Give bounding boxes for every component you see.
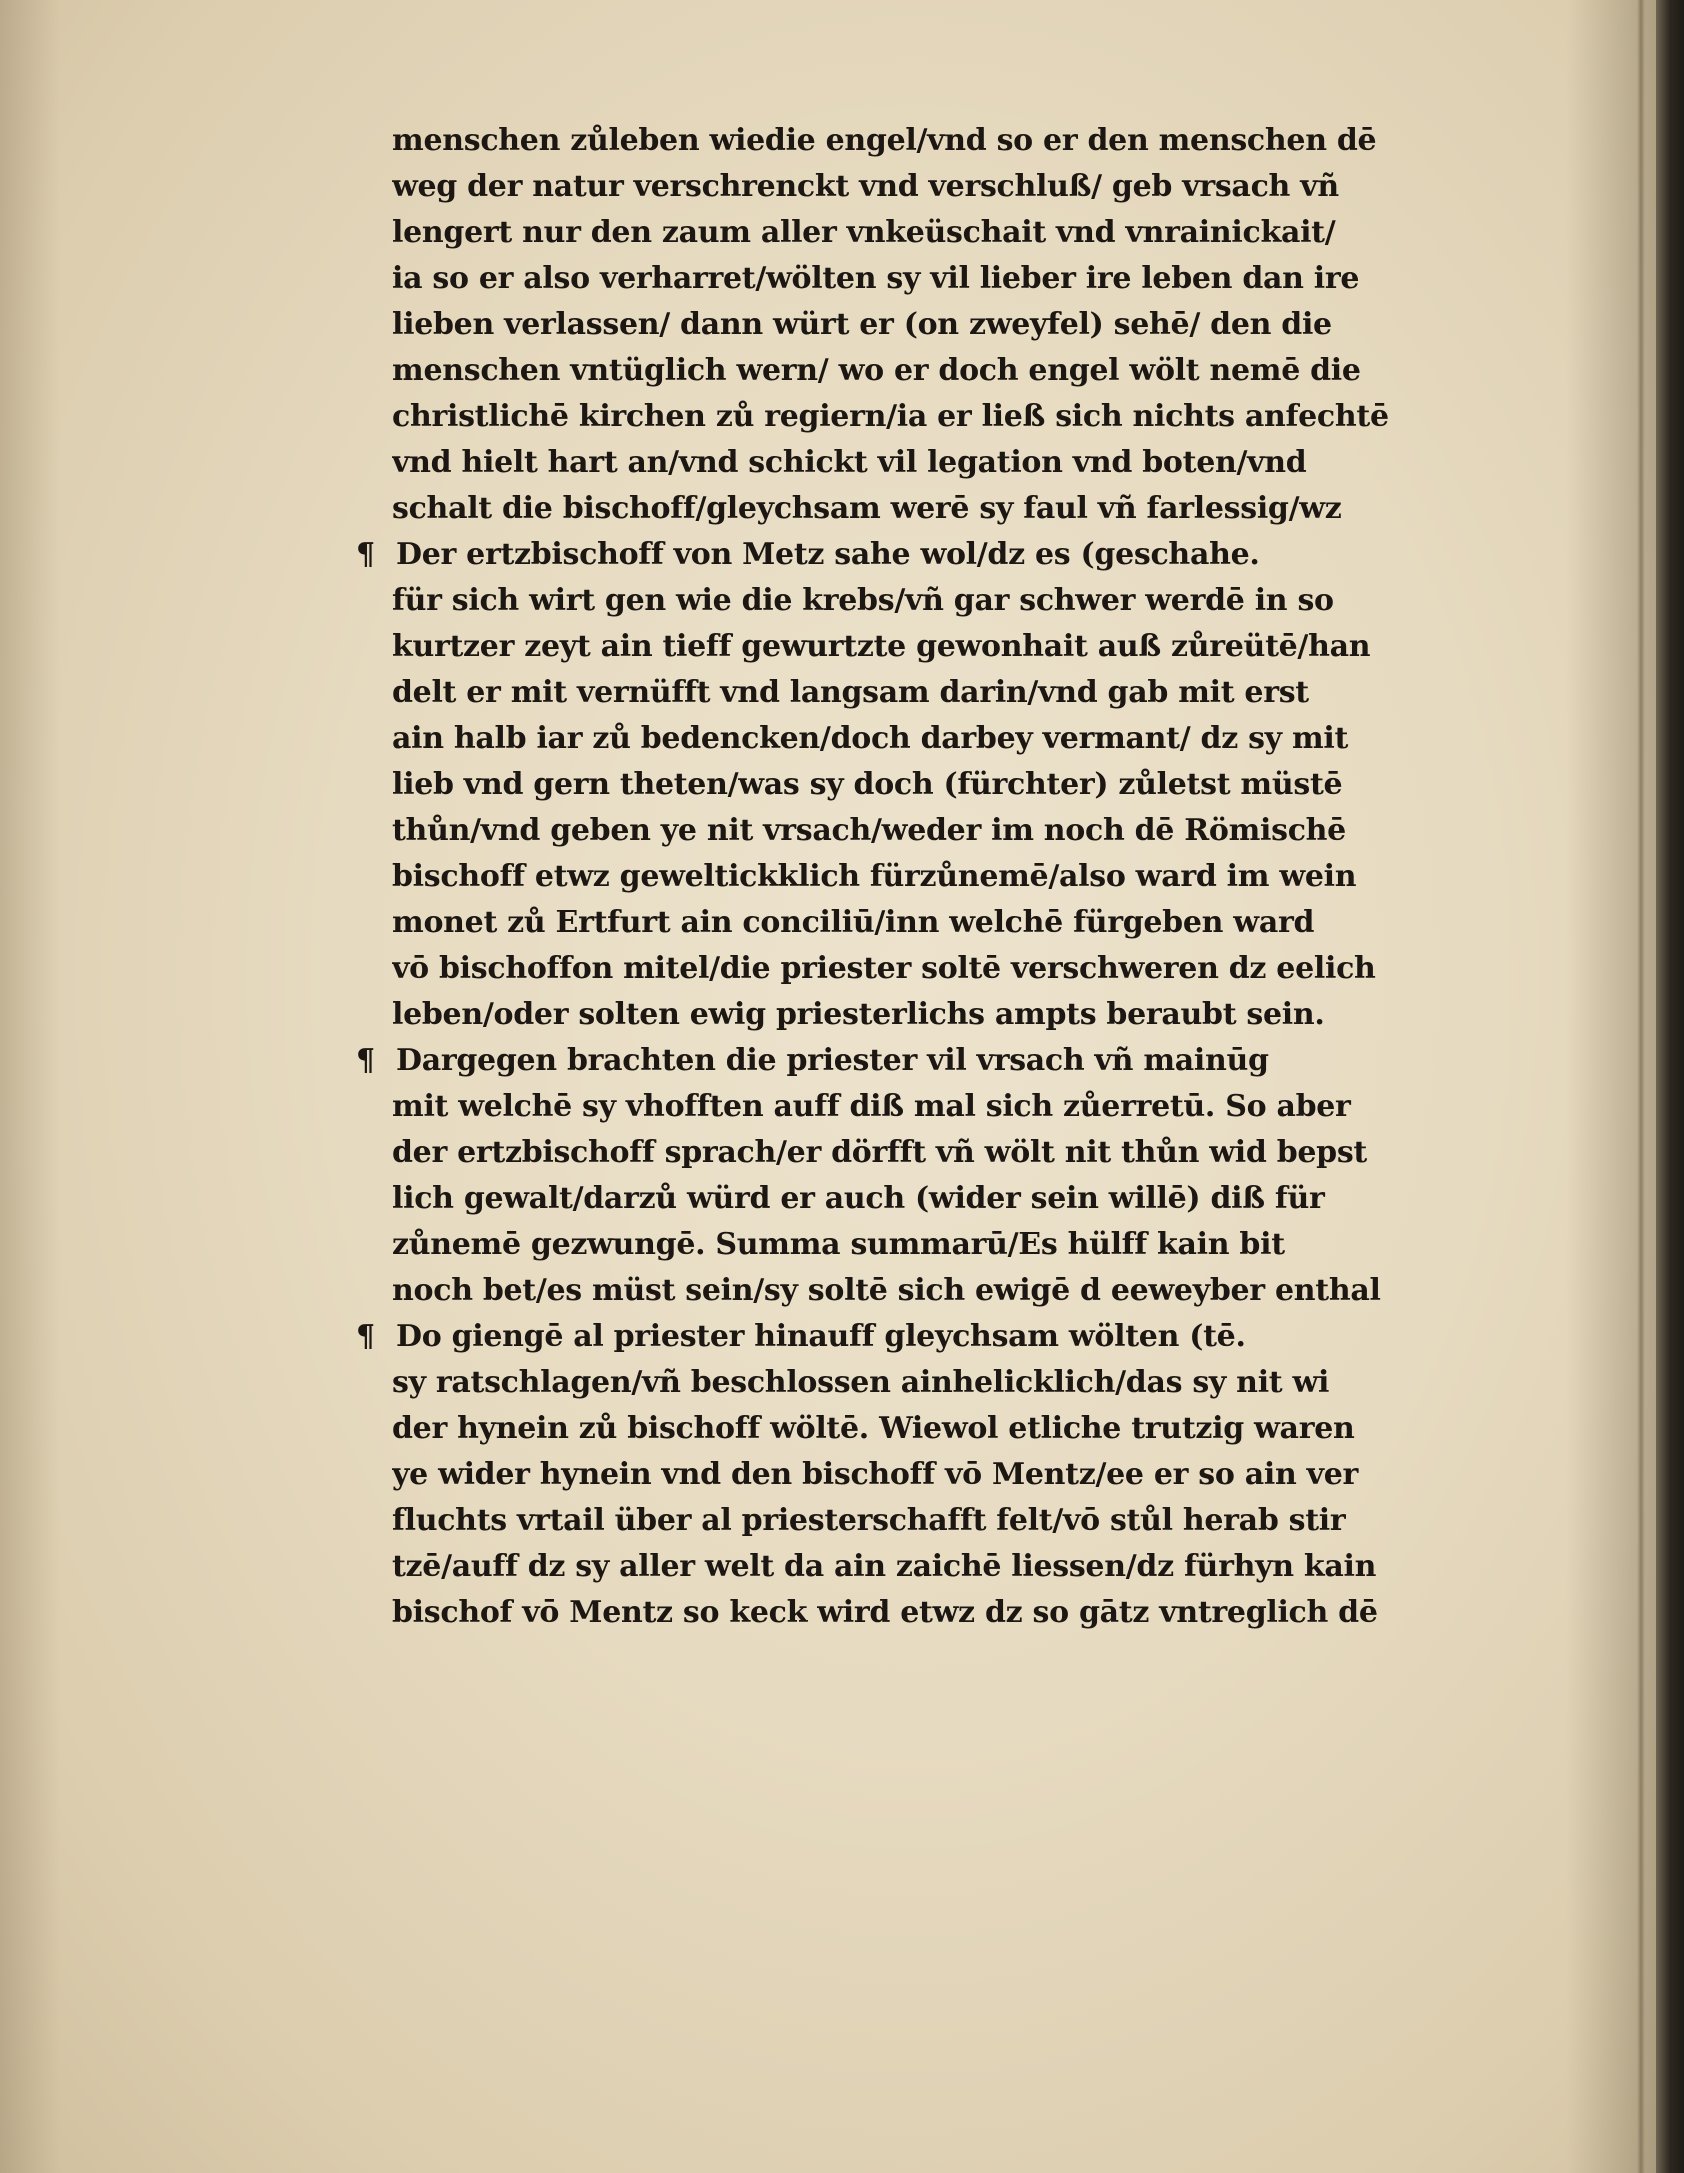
text-line: vnd hielt hart an/vnd schickt vil legation vnd boten/vnd <box>392 445 1307 480</box>
paragraph-mark: ¶ <box>356 1043 375 1078</box>
text-line: sy ratschlagen/vñ beschlossen ainhelicklich/das sy nit wi <box>392 1365 1330 1400</box>
paragraph-line <box>356 1314 1508 1360</box>
text-line: lengert nur den zaum aller vnkeüschait vnd vnrainickait/ <box>392 215 1336 250</box>
text-line: menschen zůleben wiedie engel/vnd so er den menschen dē <box>392 123 1377 158</box>
text-line: kurtzer zeyt ain tieff gewurtzte gewonhait auß zůreütē/han <box>392 629 1371 664</box>
paragraph-text: Dargegen brachten die priester vil vrsach vñ mainūg <box>396 1043 1269 1078</box>
text-line: weg der natur verschrenckt vnd verschluß/ geb vrsach vñ <box>392 169 1339 204</box>
text-line: delt er mit vernüfft vnd langsam darin/vnd gab mit erst <box>392 675 1309 710</box>
text-line: christlichē kirchen zů regiern/ia er ließ sich nichts anfechtē <box>392 399 1389 434</box>
paragraph-mark: ¶ <box>356 537 375 572</box>
text-line: fluchts vrtail über al priesterschafft felt/vō stůl herab stir <box>392 1503 1346 1538</box>
text-line: ia so er also verharret/wölten sy vil lieber ire leben dan ire <box>392 261 1360 296</box>
text-line: leben/oder solten ewig priesterlichs ampts beraubt sein. <box>392 997 1325 1032</box>
text-line: thůn/vnd geben ye nit vrsach/weder im noch dē Römischē <box>392 813 1346 848</box>
paragraph-mark: ¶ <box>356 1319 375 1354</box>
text-line: schalt die bischoff/gleychsam werē sy faul vñ farlessig/wz <box>392 491 1342 526</box>
text-line: tzē/auff dz sy aller welt da ain zaichē liessen/dz fürhyn kain <box>392 1549 1377 1584</box>
text-line: zůnemē gezwungē. Summa summarū/Es hülff kain bit <box>392 1227 1285 1262</box>
paragraph-text: Do giengē al priester hinauff gleychsam wölten (tē. <box>396 1319 1246 1354</box>
page-fold-shadow <box>1637 0 1645 2173</box>
text-line: menschen vntüglich wern/ wo er doch engel wölt nemē die <box>392 353 1361 388</box>
text-line: bischof vō Mentz so keck wird etwz dz so gātz vntreglich dē <box>392 1595 1378 1630</box>
book-spine-edge <box>1656 0 1684 2173</box>
text-line: der ertzbischoff sprach/er dörfft vñ wölt nit thůn wid bepst <box>392 1135 1367 1170</box>
paragraph-text: Der ertzbischoff von Metz sahe wol/dz es (geschahe. <box>396 537 1260 572</box>
paragraph-line <box>356 1038 1508 1084</box>
blackletter-text-block <box>356 118 1508 1636</box>
text-line: ye wider hynein vnd den bischoff vō Mentz/ee er so ain ver <box>392 1457 1359 1492</box>
text-line: monet zů Ertfurt ain conciliū/inn welchē fürgeben ward <box>392 905 1315 940</box>
text-line: bischoff etwz geweltickklich fürzůnemē/also ward im wein <box>392 859 1357 894</box>
text-line: noch bet/es müst sein/sy soltē sich ewigē d eeweyber enthal <box>392 1273 1381 1308</box>
text-line: ain halb iar zů bedencken/doch darbey vermant/ dz sy mit <box>392 721 1349 756</box>
text-line: vō bischoffon mitel/die priester soltē verschweren dz eelich <box>392 951 1376 986</box>
text-line: lieb vnd gern theten/was sy doch (fürchter) zůletst müstē <box>392 767 1343 802</box>
paragraph-line <box>356 532 1508 578</box>
text-line: lieben verlassen/ dann würt er (on zweyfel) sehē/ den die <box>392 307 1332 342</box>
text-line: der hynein zů bischoff wöltē. Wiewol etliche trutzig waren <box>392 1411 1355 1446</box>
text-line: mit welchē sy vhofften auff diß mal sich zůerretū. So aber <box>392 1089 1351 1124</box>
text-line: lich gewalt/darzů würd er auch (wider sein willē) diß für <box>392 1181 1325 1216</box>
text-line: für sich wirt gen wie die krebs/vñ gar schwer werdē in so <box>392 583 1334 618</box>
